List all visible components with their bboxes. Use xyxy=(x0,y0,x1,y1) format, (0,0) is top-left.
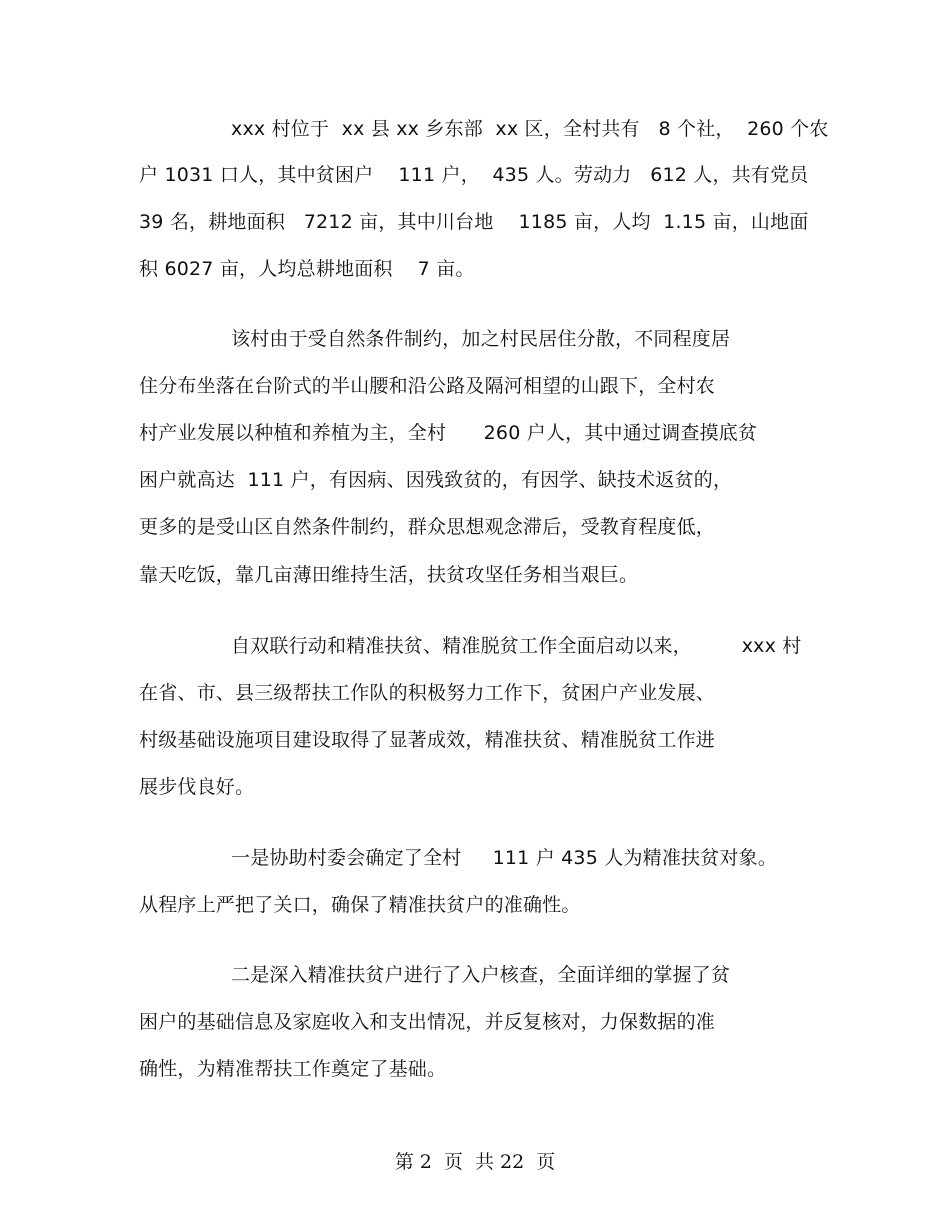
paragraph-4-line-2: 从程序上严把了关口，确保了精准扶贫户的准确性。 xyxy=(139,894,581,916)
paragraph-2-line-5: 更多的是受山区自然条件制约，群众思想观念滞后，受教育程度低， xyxy=(139,516,716,538)
paragraph-5-line-3: 确性，为精准帮扶工作奠定了基础。 xyxy=(139,1058,447,1080)
paragraph-3-line-1: 自双联行动和精准扶贫、精准脱贫工作全面启动以来， xxx 村 xyxy=(231,635,802,657)
paragraph-2-line-1: 该村由于受自然条件制约，加之村民居住分散，不同程度居 xyxy=(231,328,731,350)
paragraph-5-line-2: 困户的基础信息及家庭收入和支出情况，并反复核对，力保数据的准 xyxy=(139,1011,716,1033)
page-number-footer: 第 2 页 共 22 页 xyxy=(394,1151,556,1173)
paragraph-5-line-1: 二是深入精准扶贫户进行了入户核查，全面详细的掌握了贫 xyxy=(231,964,731,986)
paragraph-4-line-1: 一是协助村委会确定了全村 111 户 435 人为精准扶贫对象。 xyxy=(231,847,778,869)
paragraph-3-line-3: 村级基础设施项目建设取得了显著成效，精准扶贫、精准脱贫工作进 xyxy=(139,729,716,751)
paragraph-1-line-3: 39 名，耕地面积 7212 亩，其中川台地 1185 亩，人均 1.15 亩，山地面 xyxy=(139,211,809,233)
paragraph-2-line-3: 村产业发展以种植和养植为主，全村 260 户人，其中通过调查摸底贫 xyxy=(139,422,758,444)
paragraph-1-line-4: 积 6027 亩，人均总耕地面积 7 亩。 xyxy=(139,258,475,280)
paragraph-1-line-2: 户 1031 口人，其中贫困户 111 户， 435 人。劳动力 612 人，共有党员 xyxy=(139,164,809,186)
paragraph-3-line-4: 展步伐良好。 xyxy=(139,776,255,798)
paragraph-2-line-6: 靠天吃饭，靠几亩薄田维持生活，扶贫攻坚任务相当艰巨。 xyxy=(139,564,639,586)
paragraph-3-line-2: 在省、市、县三级帮扶工作队的积极努力工作下，贫困户产业发展、 xyxy=(139,682,716,704)
paragraph-1-line-1: xxx 村位于 xx 县 xx 乡东部 xx 区，全村共有 8 个社， 260 个农 xyxy=(231,118,829,140)
paragraph-2-line-2: 住分布坐落在台阶式的半山腰和沿公路及隔河相望的山跟下，全村农 xyxy=(139,375,716,397)
paragraph-2-line-4: 困户就高达 111 户，有因病、因残致贫的，有因学、缺技术返贫的， xyxy=(139,469,733,491)
